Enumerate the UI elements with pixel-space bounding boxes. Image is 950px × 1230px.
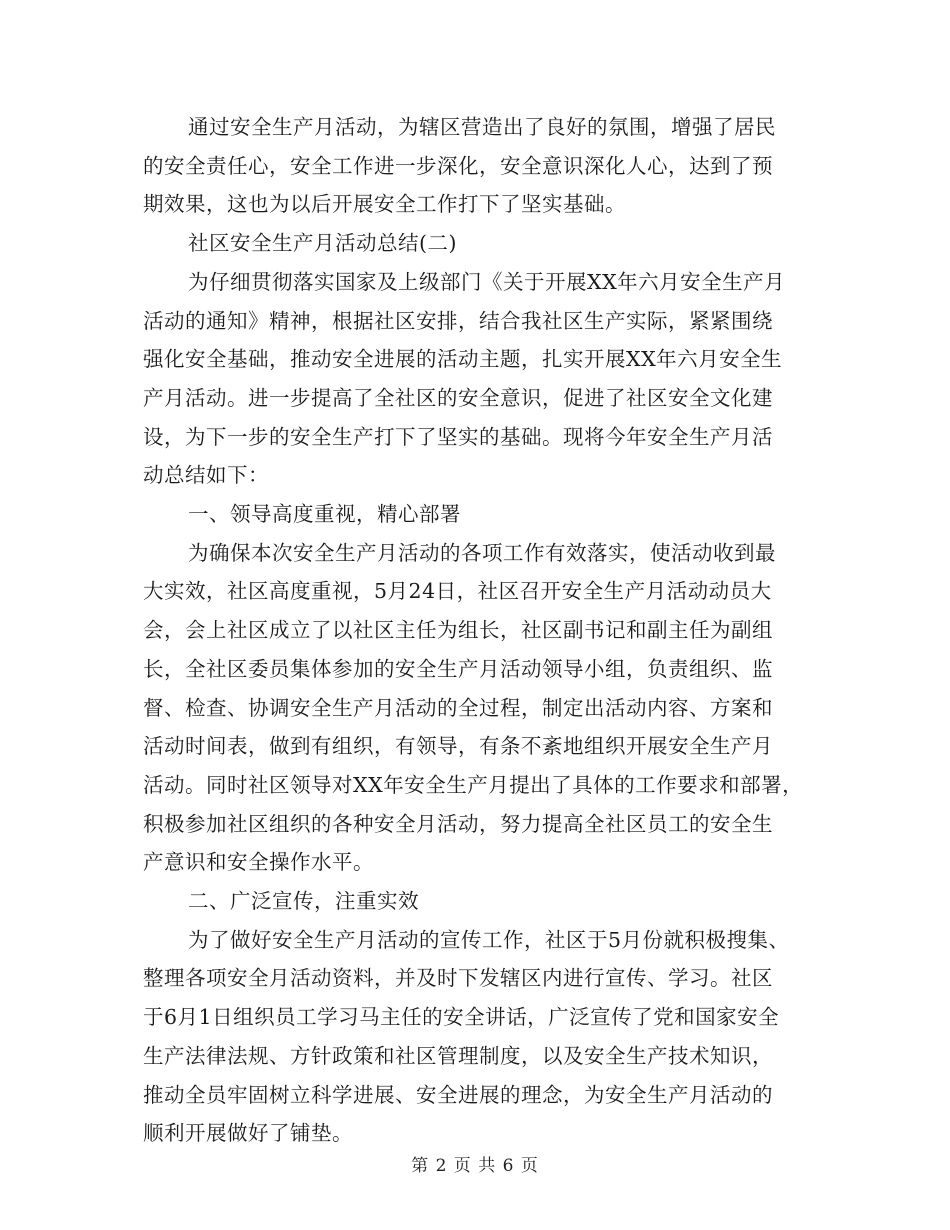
paragraph-line: 的安全责任心，安全工作进一步深化，安全意识深化人心，达到了预 xyxy=(143,153,773,178)
paragraph-first-line: 为确保本次安全生产月活动的各项工作有效落实，使活动收到最 xyxy=(188,540,776,565)
paragraph-line: 于6月1日组织员工学习马主任的安全讲话，广泛宣传了党和国家安全 xyxy=(143,1005,780,1030)
paragraph-line: 期效果，这也为以后开展安全工作打下了坚实基础。 xyxy=(143,192,626,217)
paragraph-line: 整理各项安全月活动资料，并及时下发辖区内进行宣传、学习。社区 xyxy=(143,966,773,991)
paragraph-first-line: 二、广泛宣传，注重实效 xyxy=(188,889,419,913)
paragraph-line: 活动的通知》精神，根据社区安排，结合我社区生产实际，紧紧围绕 xyxy=(143,308,773,333)
paragraph-line: 会，会上社区成立了以社区主任为组长，社区副书记和副主任为副组 xyxy=(143,618,773,643)
paragraph-line: 积极参加社区组织的各种安全月活动，努力提高全社区员工的安全生 xyxy=(143,811,773,836)
paragraph-first-line: 为了做好安全生产月活动的宣传工作，社区于5月份就积极搜集、 xyxy=(188,927,790,952)
paragraph-line: 强化安全基础，推动安全进展的活动主题，扎实开展XX年六月安全生 xyxy=(143,347,783,372)
paragraph-line: 长，全社区委员集体参加的安全生产月活动领导小组，负责组织、监 xyxy=(143,656,773,681)
paragraph-line: 动总结如下： xyxy=(143,463,269,488)
page-footer: 第 2 页 共 6 页 xyxy=(411,1156,539,1176)
paragraph-line: 生产法律法规、方针政策和社区管理制度，以及安全生产技术知识， xyxy=(143,1043,773,1068)
paragraph-line: 大实效，社区高度重视，5月24日，社区召开安全生产月活动动员大 xyxy=(143,579,772,604)
paragraph-line: 产意识和安全操作水平。 xyxy=(143,850,374,875)
paragraph-line: 设，为下一步的安全生产打下了坚实的基础。现将今年安全生产月活 xyxy=(143,424,773,449)
paragraph-first-line: 通过安全生产月活动，为辖区营造出了良好的氛围，增强了居民 xyxy=(188,115,776,139)
paragraph-line: 推动全员牢固树立科学进展、安全进展的理念，为安全生产月活动的 xyxy=(143,1082,773,1107)
paragraph-line: 督、检查、协调安全生产月活动的全过程，制定出活动内容、方案和 xyxy=(143,695,773,720)
paragraph-first-line: 一、领导高度重视，精心部署 xyxy=(188,502,461,526)
paragraph-first-line: 社区安全生产月活动总结(二) xyxy=(188,231,457,256)
paragraph-line: 产月活动。进一步提高了全社区的安全意识，促进了社区安全文化建 xyxy=(143,385,773,410)
paragraph-line: 顺利开展做好了铺垫。 xyxy=(143,1121,353,1146)
paragraph-line: 活动。同时社区领导对XX年安全生产月提出了具体的工作要求和部署， xyxy=(143,772,804,797)
paragraph-first-line: 为仔细贯彻落实国家及上级部门《关于开展XX年六月安全生产月 xyxy=(188,269,786,294)
paragraph-line: 活动时间表，做到有组织，有领导，有条不紊地组织开展安全生产月 xyxy=(143,734,773,759)
